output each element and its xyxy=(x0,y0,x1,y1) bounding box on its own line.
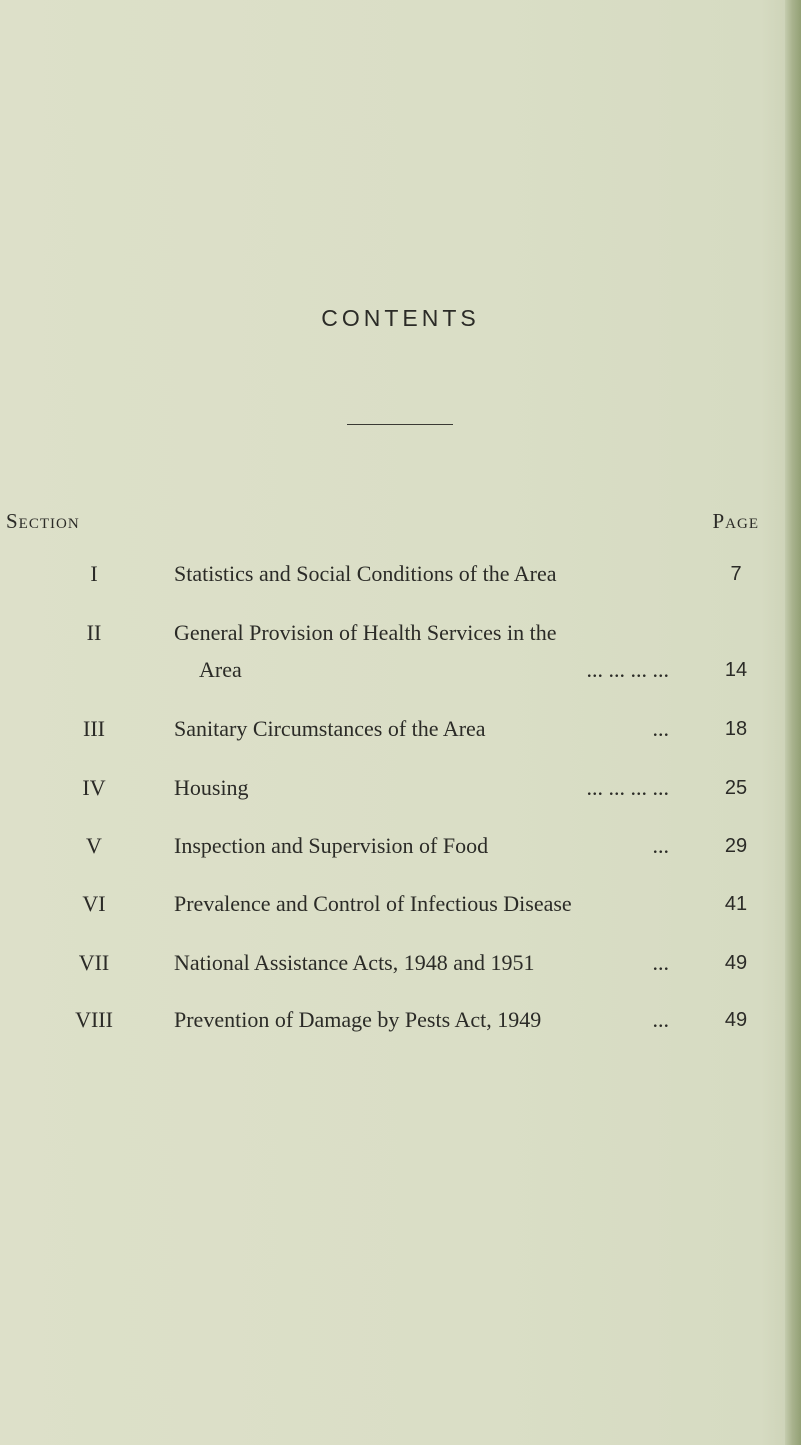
section-title-text: National Assistance Acts, 1948 and 1951 xyxy=(174,950,535,975)
section-title xyxy=(174,775,669,801)
leader-dots: ... ... ... ... xyxy=(586,775,669,800)
section-number: VIII xyxy=(75,1007,113,1032)
section-title-text: Sanitary Circumstances of the Area xyxy=(174,716,486,741)
section-title xyxy=(174,833,669,859)
section-title-text: Statistics and Social Conditions of the Area xyxy=(174,561,557,586)
page-number: 18 xyxy=(724,718,748,740)
leader-dots: ... xyxy=(652,1007,669,1032)
section-title-continuation xyxy=(199,657,669,683)
leader-dots: ... ... ... ... xyxy=(586,657,669,682)
contents-title: CONTENTS xyxy=(321,305,480,331)
page-number: 25 xyxy=(724,777,748,799)
section-title-text: Housing xyxy=(174,775,249,800)
page-number: 14 xyxy=(724,659,748,681)
leader-dots: ... xyxy=(652,716,669,741)
section-number: II xyxy=(86,620,102,645)
section-title-text: Prevention of Damage by Pests Act, 1949 xyxy=(174,1007,542,1032)
section-title xyxy=(174,716,669,742)
section-number: VII xyxy=(78,950,110,975)
leader-dots: ... xyxy=(652,950,669,975)
section-title xyxy=(174,891,669,917)
section-title xyxy=(174,1007,669,1033)
section-number: V xyxy=(86,833,102,858)
leader-dots: ... xyxy=(652,833,669,858)
section-number: VI xyxy=(82,891,106,916)
section-number: IV xyxy=(82,775,106,800)
section-title xyxy=(174,561,669,587)
section-title-text: Prevalence and Control of Infectious Disease xyxy=(174,891,572,916)
section-title xyxy=(174,950,669,976)
page-number: 49 xyxy=(724,952,748,974)
section-title-text: Inspection and Supervision of Food xyxy=(174,833,489,858)
section-column-header: Section xyxy=(6,509,80,533)
section-title-text: General Provision of Health Services in the xyxy=(174,620,557,645)
page-column-header: Page xyxy=(712,509,759,533)
page-number: 7 xyxy=(730,563,742,585)
page-number: 29 xyxy=(724,835,748,857)
section-title xyxy=(174,620,669,646)
page-number: 49 xyxy=(724,1009,748,1031)
section-number: III xyxy=(83,716,105,741)
section-number: I xyxy=(90,561,98,586)
title-rule xyxy=(347,424,453,425)
page-edge xyxy=(785,0,801,1445)
page-number: 41 xyxy=(724,893,748,915)
section-title-text: Area xyxy=(199,657,242,682)
